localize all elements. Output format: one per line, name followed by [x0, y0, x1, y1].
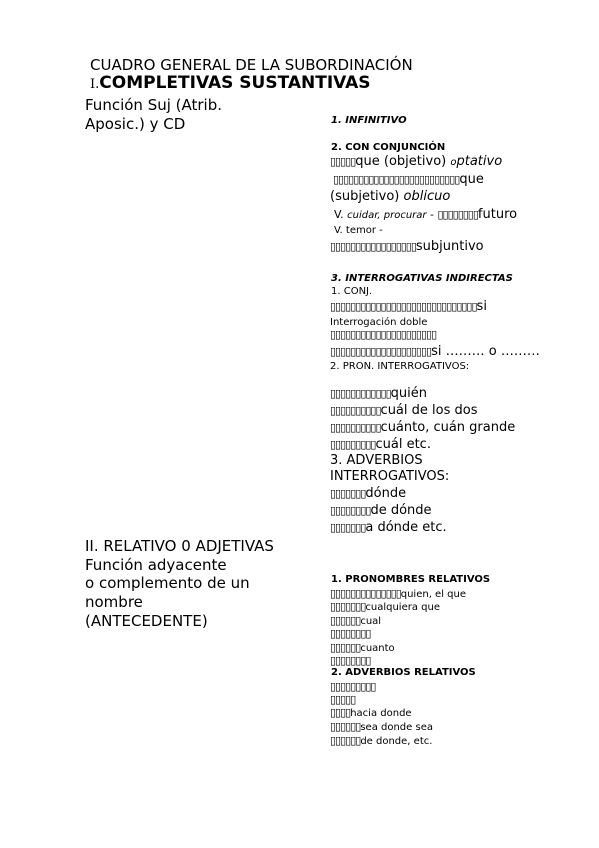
placeholder-glyphs: ▯▯▯▯▯▯▯▯▯▯▯▯▯▯▯▯▯▯▯▯: [330, 345, 432, 358]
placeholder-glyphs: ▯▯▯▯▯▯▯▯▯▯▯▯▯▯▯▯▯: [330, 240, 416, 253]
section-2-line-2: o complemento de un: [85, 574, 250, 592]
placeholder-glyphs: ▯▯▯▯▯▯▯▯▯▯▯▯▯▯: [330, 587, 401, 600]
sea-donde-line: ▯▯▯▯▯▯sea donde sea: [330, 720, 433, 733]
cual-line: ▯▯▯▯▯▯cual: [330, 614, 382, 627]
donde-line: ▯▯▯▯▯▯▯dónde: [330, 486, 407, 501]
de-donde-line: ▯▯▯▯▯▯▯▯de dónde: [330, 503, 432, 518]
cc-line-3: (subjetivo) oblicuo: [330, 189, 451, 204]
cualquiera-line: ▯▯▯▯▯▯▯cualquiera que: [330, 600, 440, 613]
hacia-donde-line: ▯▯▯▯hacia donde: [330, 706, 412, 719]
adverbios-interrog-label-1: 3. ADVERBIOS: [330, 453, 423, 468]
interrogacion-doble: Interrogación doble: [330, 317, 428, 328]
placeholder-glyphs: ▯▯▯▯▯▯: [330, 614, 361, 627]
de-donde-etc-line: ▯▯▯▯▯▯de donde, etc.: [330, 734, 433, 747]
cual-dos-line: ▯▯▯▯▯▯▯▯▯▯cuál de los dos: [330, 403, 478, 418]
title-line-1: CUADRO GENERAL DE LA SUBORDINACIÓN: [90, 56, 413, 74]
placeholder-glyphs: ▯▯▯▯▯▯▯▯▯▯▯▯▯▯▯▯▯▯▯▯▯: [330, 328, 437, 341]
con-conjuncion-heading: 2. CON CONJUNCIÓN: [331, 142, 446, 153]
cc-line-2: ▯▯▯▯▯▯▯▯▯▯▯▯▯▯▯▯▯▯▯▯▯▯▯▯▯que: [333, 172, 484, 187]
section-2-line-4: (ANTECEDENTE): [85, 612, 208, 630]
pronombres-relativos-heading: 1. PRONOMBRES RELATIVOS: [331, 574, 491, 585]
conj-label: 1. CONJ.: [331, 286, 373, 297]
section-title: COMPLETIVAS SUSTANTIVAS: [99, 73, 371, 93]
funcion-line-1: Función Suj (Atrib.: [85, 96, 223, 114]
section-2-heading: II. RELATIVO 0 ADJETIVAS: [85, 537, 274, 555]
placeholder-glyphs: ▯▯▯▯▯▯▯▯▯: [330, 680, 376, 693]
adverbios-interrog-label-2: INTERROGATIVOS:: [330, 469, 450, 484]
placeholder-glyphs: ▯▯▯▯▯▯▯: [330, 521, 366, 534]
placeholder-glyphs: ▯▯▯▯▯▯: [330, 641, 361, 654]
placeholder-glyphs: ▯▯▯▯▯▯▯▯: [330, 504, 371, 517]
placeholder-glyphs: ▯▯▯▯▯▯▯▯▯▯▯▯▯▯▯▯▯▯▯▯▯▯▯▯▯▯▯▯▯: [330, 300, 477, 313]
placeholder-glyphs: ▯▯▯▯: [330, 706, 351, 719]
quien-line: ▯▯▯▯▯▯▯▯▯▯▯▯quién: [330, 386, 427, 401]
placeholder-glyphs: ▯▯▯▯▯▯▯: [330, 487, 366, 500]
placeholder-glyphs: ▯▯▯▯▯: [330, 155, 356, 168]
quien-el-que-line: ▯▯▯▯▯▯▯▯▯▯▯▯▯▯quien, el que: [330, 587, 467, 600]
placeholder-glyphs: ▯▯▯▯▯▯▯▯▯▯▯▯▯▯▯▯▯▯▯▯▯▯▯▯▯: [333, 173, 460, 186]
placeholder-line: [330, 693, 355, 706]
placeholder-line: [330, 680, 375, 693]
section-number: I.: [90, 77, 100, 92]
placeholder-glyphs: ▯▯▯▯▯▯: [330, 720, 361, 733]
cc-line-4: V. cuidar, procurar - ▯▯▯▯▯▯▯▯futuro: [334, 207, 518, 222]
section-2-line-3: nombre: [85, 593, 143, 611]
placeholder-line: [330, 654, 370, 667]
title-line-2: [90, 73, 371, 93]
placeholder-glyphs: ▯▯▯▯▯▯▯▯: [330, 627, 371, 640]
cuanto-cuan-line: ▯▯▯▯▯▯▯▯▯▯cuánto, cuán grande: [330, 420, 516, 435]
placeholder-glyphs: ▯▯▯▯▯▯▯: [330, 600, 366, 613]
cual-etc-line: ▯▯▯▯▯▯▯▯▯cuál etc.: [330, 437, 431, 452]
infinitivo-heading: 1. INFINITIVO: [331, 115, 407, 126]
cc-line-5: V. temor -: [334, 225, 383, 236]
si-o-line: ▯▯▯▯▯▯▯▯▯▯▯▯▯▯▯▯▯▯▯▯si ……… o ………: [330, 344, 540, 359]
placeholder-glyphs: ▯▯▯▯▯▯▯▯: [437, 208, 478, 221]
placeholder-line: [330, 328, 436, 341]
pron-interrog-label: 2. PRON. INTERROGATIVOS:: [330, 361, 470, 372]
si-line: ▯▯▯▯▯▯▯▯▯▯▯▯▯▯▯▯▯▯▯▯▯▯▯▯▯▯▯▯▯si: [330, 299, 487, 314]
cuanto-line: ▯▯▯▯▯▯cuanto: [330, 641, 395, 654]
funcion-line-2: Aposic.) y CD: [85, 115, 186, 133]
placeholder-glyphs: ▯▯▯▯▯▯▯▯▯▯: [330, 404, 381, 417]
adverbios-relativos-heading: 2. ADVERBIOS RELATIVOS: [331, 667, 476, 678]
cc-line-1: ▯▯▯▯▯que (objetivo) optativo: [330, 154, 503, 169]
placeholder-glyphs: ▯▯▯▯▯▯▯▯▯▯▯▯: [330, 387, 391, 400]
cc-line-6: ▯▯▯▯▯▯▯▯▯▯▯▯▯▯▯▯▯subjuntivo: [330, 239, 484, 254]
placeholder-line: [330, 627, 370, 640]
placeholder-glyphs: ▯▯▯▯▯▯▯▯: [330, 654, 371, 667]
placeholder-glyphs: ▯▯▯▯▯▯▯▯▯: [330, 438, 376, 451]
placeholder-glyphs: ▯▯▯▯▯▯: [330, 734, 361, 747]
section-2-line-1: Función adyacente: [85, 556, 227, 574]
placeholder-glyphs: ▯▯▯▯▯: [330, 693, 356, 706]
a-donde-line: ▯▯▯▯▯▯▯a dónde etc.: [330, 520, 447, 535]
placeholder-glyphs: ▯▯▯▯▯▯▯▯▯▯: [330, 421, 381, 434]
interrogativas-heading: 3. INTERROGATIVAS INDIRECTAS: [331, 273, 513, 284]
